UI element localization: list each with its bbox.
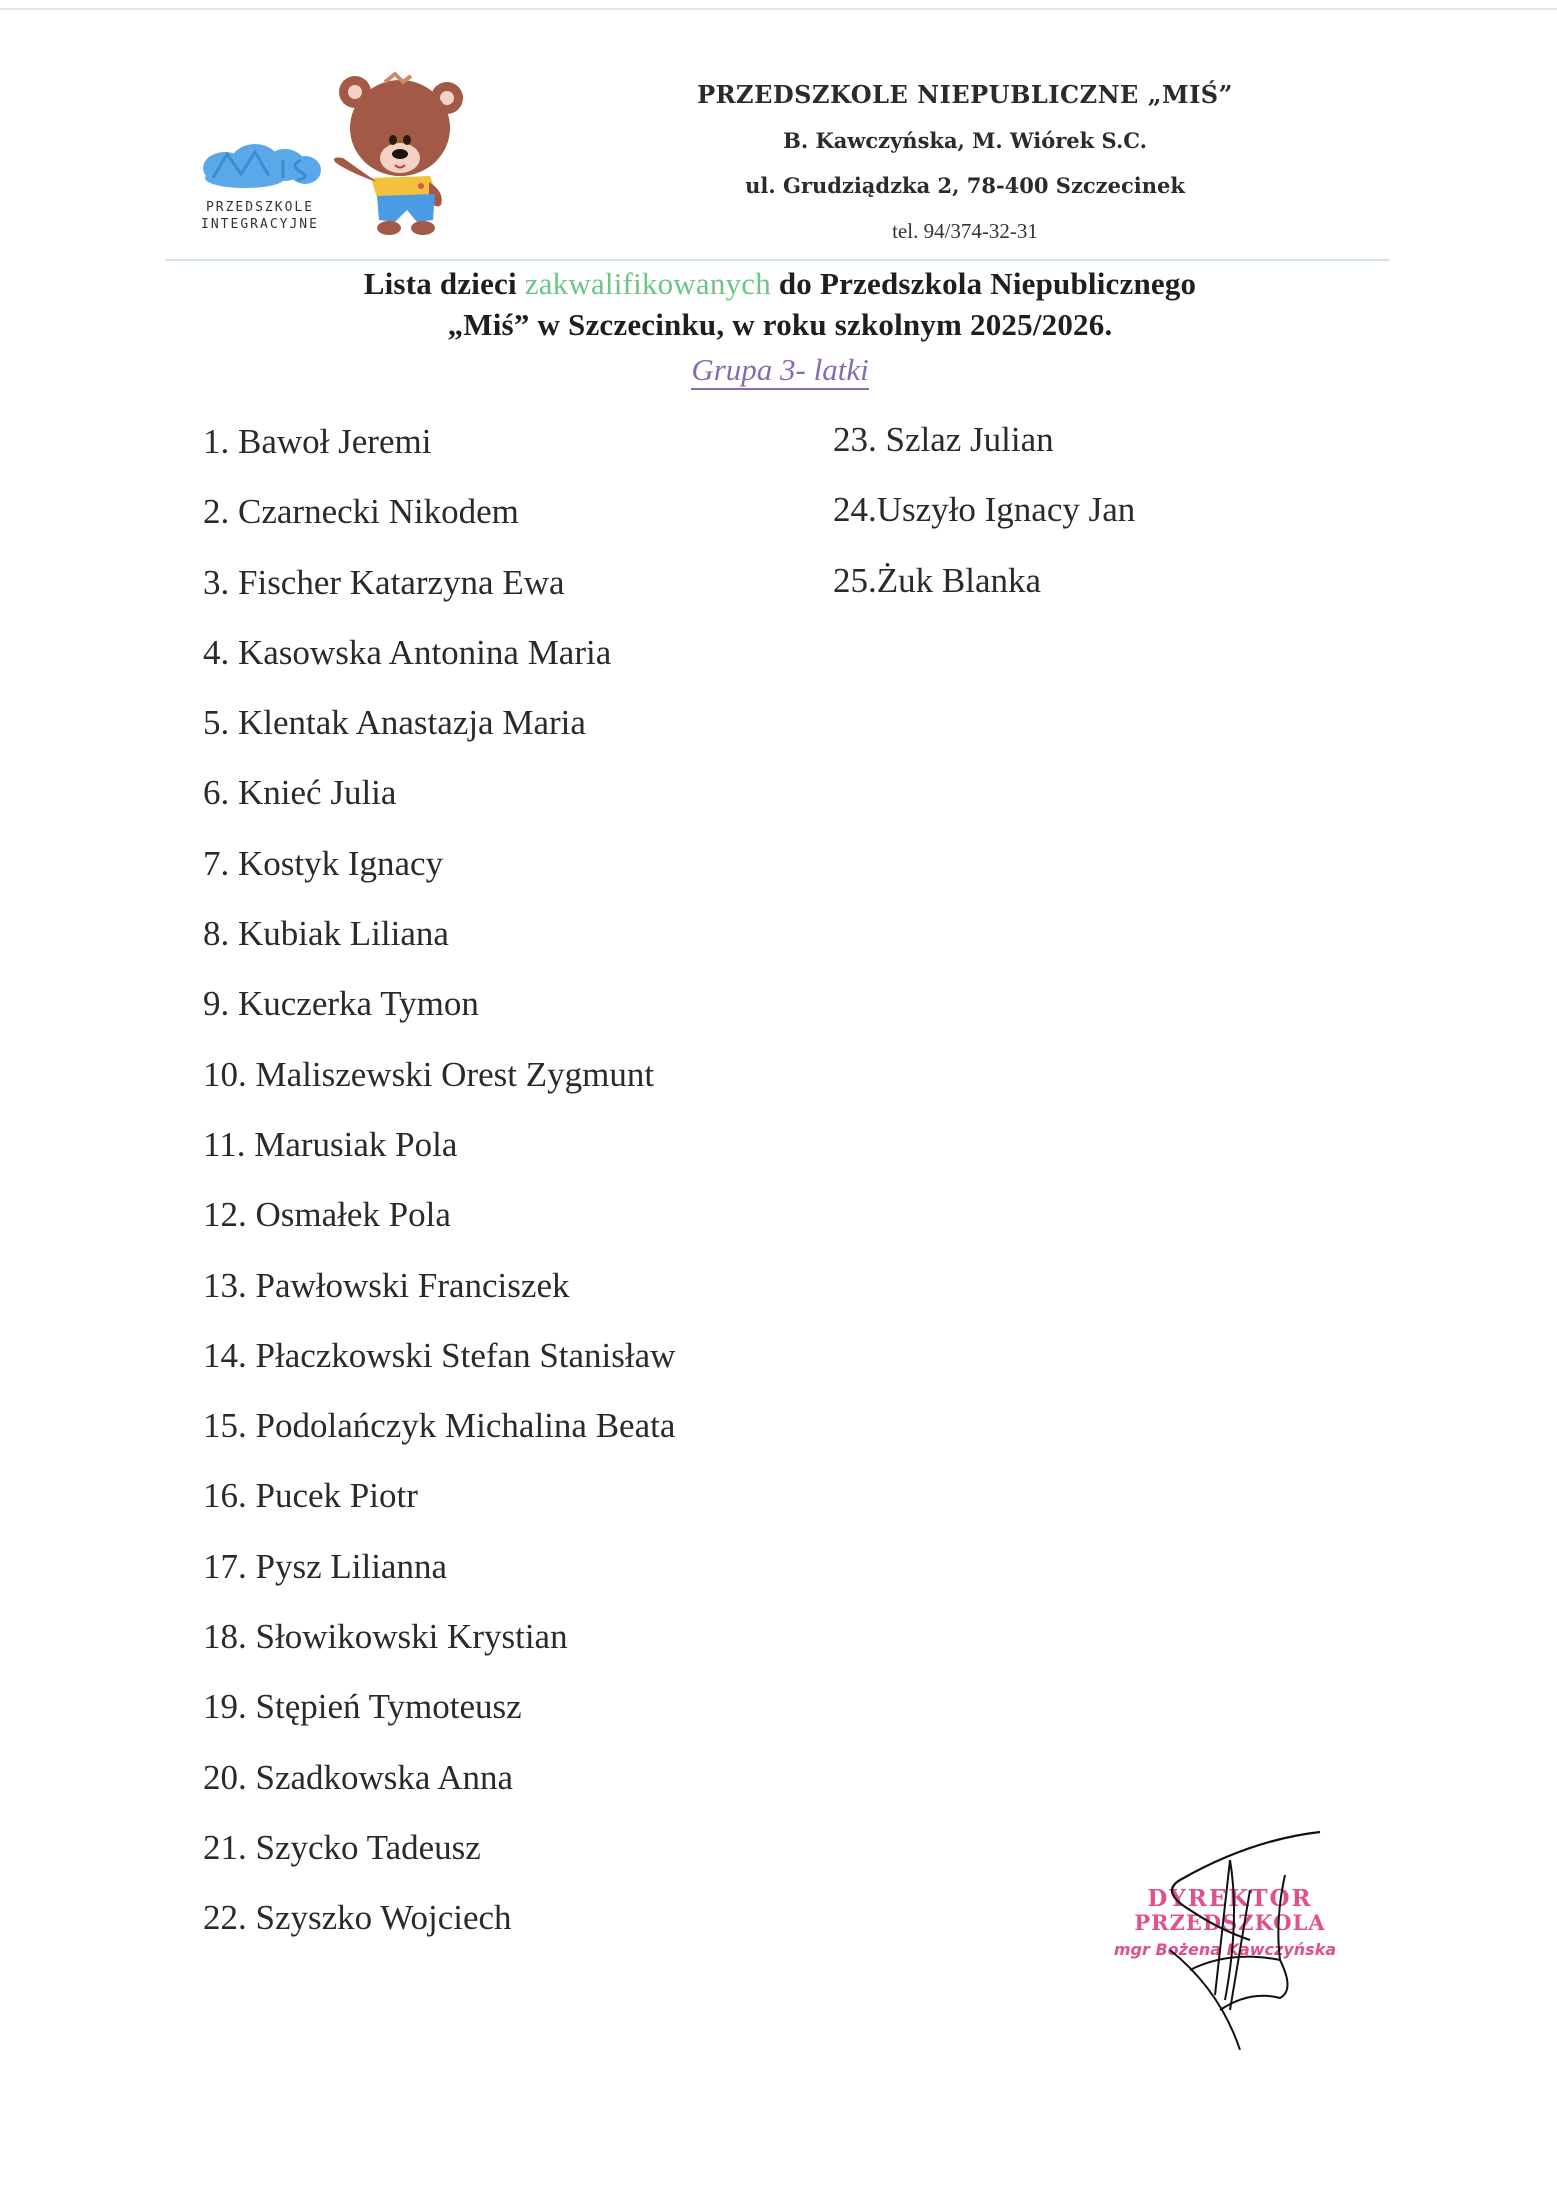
- children-list-left: [203, 420, 675, 1967]
- logo-subtitle-line2: INTEGRACYJNE: [201, 217, 319, 232]
- list-item: 3. Fischer Katarzyna Ewa: [203, 562, 565, 602]
- list-item: 10. Maliszewski Orest Zygmunt: [203, 1054, 655, 1094]
- title-part1: Lista dzieci: [363, 266, 525, 301]
- list-item: 5. Klentak Anastazja Maria: [203, 703, 586, 743]
- list-item: 9. Kuczerka Tymon: [203, 984, 479, 1024]
- group-heading: [200, 352, 1360, 388]
- phone: tel. 94/374-32-31: [892, 219, 1038, 243]
- list-item: 24.Uszyło Ignacy Jan: [833, 490, 1136, 530]
- title-part2: do Przedszkola Niepublicznego: [770, 266, 1197, 301]
- document-title-line2: „Miś” w Szczecinku, w roku szkolnym 2025/2026.: [447, 307, 1113, 342]
- header-divider: [165, 259, 1390, 261]
- list-item: 18. Słowikowski Krystian: [203, 1617, 568, 1657]
- document-title-line1: [200, 266, 1360, 302]
- stamp-line3: mgr Bożena Kawczyńska: [1113, 1940, 1337, 1959]
- group-label: Grupa 3- latki: [691, 352, 868, 390]
- list-item: 14. Płaczkowski Stefan Stanisław: [203, 1335, 676, 1375]
- bear-mascot: [334, 74, 463, 235]
- stamp-line1: DYREKTOR: [1147, 1885, 1313, 1912]
- list-item: 6. Knieć Julia: [203, 773, 397, 813]
- logo: [185, 70, 485, 245]
- list-item: 13. Pawłowski Franciszek: [203, 1265, 570, 1305]
- list-item: 19. Stępień Tymoteusz: [203, 1687, 522, 1727]
- signature-icon: [1080, 1820, 1360, 2050]
- address: ul. Grudziądzka 2, 78-400 Szczecinek: [745, 173, 1185, 198]
- title-highlight: zakwalifikowanych: [524, 266, 771, 301]
- list-item: 16. Pucek Piotr: [203, 1476, 418, 1516]
- children-list-right: [833, 418, 1135, 629]
- list-item: 25.Żuk Blanka: [833, 560, 1042, 600]
- list-item: 20. Szadkowska Anna: [203, 1757, 514, 1797]
- brand-word-shape: [203, 144, 321, 188]
- list-item: 8. Kubiak Liliana: [203, 914, 449, 954]
- list-item: 12. Osmałek Pola: [203, 1195, 451, 1235]
- list-item: 21. Szycko Tadeusz: [203, 1827, 481, 1867]
- logo-subtitle-line1: PRZEDSZKOLE: [205, 200, 315, 215]
- list-item: 23. Szlaz Julian: [833, 420, 1054, 459]
- list-item: 22. Szyszko Wojciech: [203, 1898, 512, 1938]
- list-item: 1. Bawoł Jeremi: [203, 422, 432, 461]
- list-item: 17. Pysz Lilianna: [203, 1546, 447, 1586]
- list-item: 15. Podolańczyk Michalina Beata: [203, 1406, 676, 1446]
- owners: B. Kawczyńska, M. Wiórek S.C.: [783, 128, 1147, 153]
- list-item: 7. Kostyk Ignacy: [203, 843, 444, 883]
- scan-edge-line: [0, 8, 1557, 10]
- director-stamp: [1080, 1820, 1360, 2050]
- stamp-line2: PRZEDSZKOLA: [1134, 1910, 1326, 1935]
- list-item: 2. Czarnecki Nikodem: [203, 492, 519, 532]
- list-item: 4. Kasowska Antonina Maria: [203, 632, 612, 672]
- institution-name: PRZEDSZKOLE NIEPUBLICZNE „MIŚ”: [697, 80, 1233, 109]
- list-item: 11. Marusiak Pola: [203, 1124, 458, 1164]
